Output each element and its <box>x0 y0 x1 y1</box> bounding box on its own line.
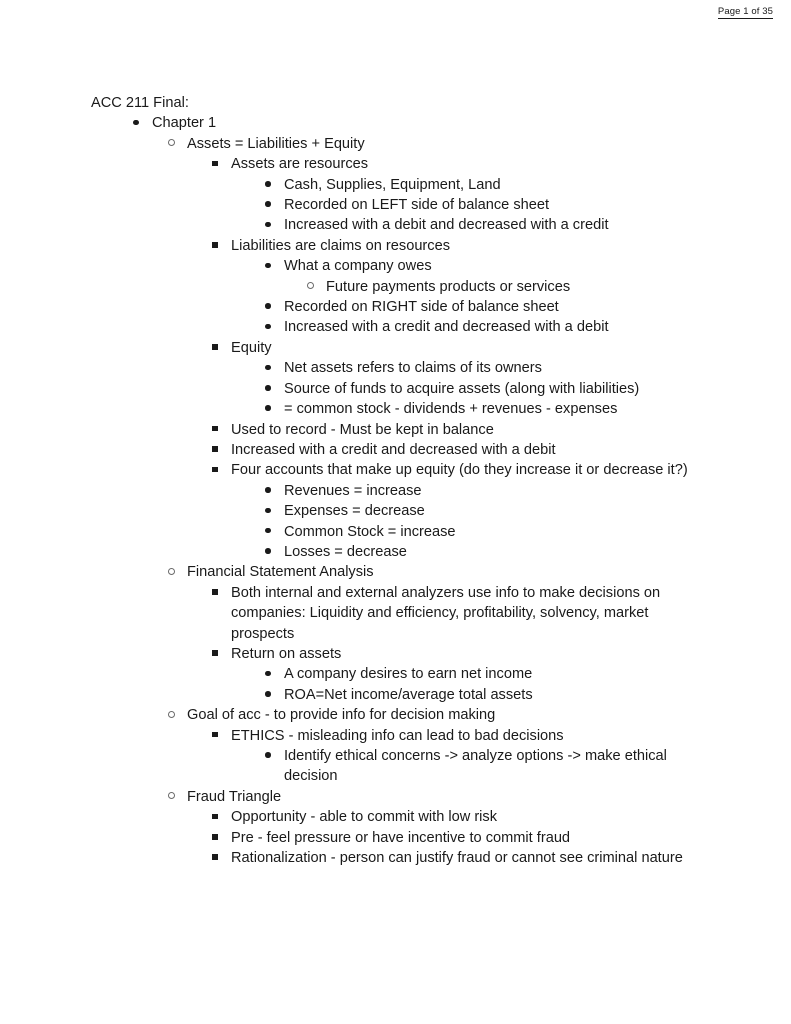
outline-item-text: Net assets refers to claims of its owners <box>284 360 542 377</box>
outline-item-text: Assets are resources <box>231 156 369 173</box>
disc-bullet-icon <box>265 685 284 705</box>
outline-item <box>212 583 695 644</box>
square-bullet-icon <box>212 644 231 664</box>
circle-bullet-icon <box>307 277 326 297</box>
square-bullet-icon <box>212 236 231 256</box>
outline-item <box>265 358 695 378</box>
disc-bullet-icon <box>265 481 284 501</box>
disc-bullet-icon <box>265 664 284 684</box>
square-bullet-icon <box>212 154 231 174</box>
outline-item <box>265 379 695 399</box>
outline-item <box>212 848 695 868</box>
disc-bullet-icon <box>265 746 284 766</box>
outline-item <box>133 113 695 133</box>
outline-item-text: Equity <box>231 339 272 356</box>
outline-item-text: Chapter 1 <box>152 115 217 132</box>
outline-item <box>168 562 695 582</box>
outline-item <box>212 807 695 827</box>
outline-item <box>265 317 695 337</box>
outline-item <box>265 399 695 419</box>
disc-bullet-icon <box>265 522 284 542</box>
outline-item <box>212 154 695 174</box>
page-number-label: Page 1 of 35 <box>717 6 773 17</box>
disc-bullet-icon <box>265 542 284 562</box>
outline-item-text: Revenues = increase <box>284 482 422 499</box>
outline-item-text: A company desires to earn net income <box>284 666 533 683</box>
outline-item <box>265 664 695 684</box>
outline-item-text: Cash, Supplies, Equipment, Land <box>284 176 501 193</box>
disc-bullet-icon <box>265 317 284 337</box>
outline-item-text: Both internal and external analyzers use info to make decisions on companies: Liquidity and efficiency, profitability, solvency, market prospects <box>231 584 661 642</box>
outline-item <box>212 726 695 746</box>
square-bullet-icon <box>212 807 231 827</box>
outline-item <box>265 195 695 215</box>
square-bullet-icon <box>212 338 231 358</box>
disc-bullet-icon <box>265 379 284 399</box>
outline-item-text: Common Stock = increase <box>284 523 456 540</box>
disc-bullet-icon <box>265 501 284 521</box>
outline-item-text: Recorded on LEFT side of balance sheet <box>284 197 550 214</box>
outline-item-text: What a company owes <box>284 258 432 275</box>
outline-list <box>91 113 695 868</box>
outline-item-text: Future payments products or services <box>326 278 571 295</box>
circle-bullet-icon <box>168 705 187 725</box>
outline-item-text: ROA=Net income/average total assets <box>284 686 533 703</box>
outline-item-text: Increased with a credit and decreased with a debit <box>284 319 609 336</box>
outline-item <box>212 236 695 256</box>
outline-item-text: Pre - feel pressure or have incentive to commit fraud <box>231 829 571 846</box>
outline-item <box>307 277 695 297</box>
outline-item <box>212 460 695 480</box>
disc-bullet-icon <box>265 195 284 215</box>
outline-item <box>265 215 695 235</box>
outline-item-text: Opportunity - able to commit with low risk <box>231 809 498 826</box>
square-bullet-icon <box>212 420 231 440</box>
page-title: ACC 211 Final: <box>91 95 189 111</box>
outline-item-text: Losses = decrease <box>284 543 407 560</box>
outline-item <box>168 705 695 725</box>
square-bullet-icon <box>212 828 231 848</box>
disc-bullet-icon <box>133 113 152 133</box>
outline-item-text: ETHICS - misleading info can lead to bad decisions <box>231 727 564 744</box>
disc-bullet-icon <box>265 399 284 419</box>
outline-item-text: Increased with a debit and decreased with a credit <box>284 217 609 234</box>
outline-item-text: Recorded on RIGHT side of balance sheet <box>284 299 559 316</box>
square-bullet-icon <box>212 726 231 746</box>
circle-bullet-icon <box>168 562 187 582</box>
document-body <box>91 93 695 868</box>
circle-bullet-icon <box>168 134 187 154</box>
disc-bullet-icon <box>265 358 284 378</box>
outline-item-text: Liabilities are claims on resources <box>231 237 450 254</box>
square-bullet-icon <box>212 440 231 460</box>
square-bullet-icon <box>212 848 231 868</box>
circle-bullet-icon <box>168 787 187 807</box>
outline-item <box>265 522 695 542</box>
disc-bullet-icon <box>265 256 284 276</box>
outline-item-text: Four accounts that make up equity (do they increase it or decrease it?) <box>231 462 688 479</box>
outline-item-text: Expenses = decrease <box>284 503 425 520</box>
outline-item <box>168 134 695 154</box>
outline-item <box>212 440 695 460</box>
outline-item-text: Increased with a credit and decreased with a debit <box>231 441 556 458</box>
disc-bullet-icon <box>265 297 284 317</box>
outline-item <box>212 644 695 664</box>
outline-item-text: Identify ethical concerns -> analyze options -> make ethical decision <box>284 748 667 785</box>
outline-item-text: Financial Statement Analysis <box>187 564 374 581</box>
outline-item <box>168 787 695 807</box>
outline-item-text: Return on assets <box>231 645 342 662</box>
disc-bullet-icon <box>265 175 284 195</box>
outline-item <box>265 685 695 705</box>
outline-item-text: = common stock - dividends + revenues - expenses <box>284 401 618 418</box>
outline-item-text: Goal of acc - to provide info for decision making <box>187 707 496 724</box>
outline-item <box>265 501 695 521</box>
outline-item <box>265 297 695 317</box>
outline-item <box>265 746 695 787</box>
page-header <box>718 6 773 18</box>
outline-item <box>265 256 695 276</box>
outline-item-text: Assets = Liabilities + Equity <box>187 135 365 152</box>
outline-item-text: Used to record - Must be kept in balance <box>231 421 494 438</box>
outline-item <box>212 420 695 440</box>
outline-item <box>265 542 695 562</box>
outline-item <box>212 828 695 848</box>
outline-item-text: Rationalization - person can justify fraud or cannot see criminal nature <box>231 850 683 867</box>
square-bullet-icon <box>212 460 231 480</box>
outline-item-text: Source of funds to acquire assets (along with liabilities) <box>284 380 640 397</box>
outline-item <box>265 481 695 501</box>
outline-item-text: Fraud Triangle <box>187 788 282 805</box>
disc-bullet-icon <box>265 215 284 235</box>
outline-item <box>212 338 695 358</box>
outline-item <box>265 175 695 195</box>
square-bullet-icon <box>212 583 231 603</box>
